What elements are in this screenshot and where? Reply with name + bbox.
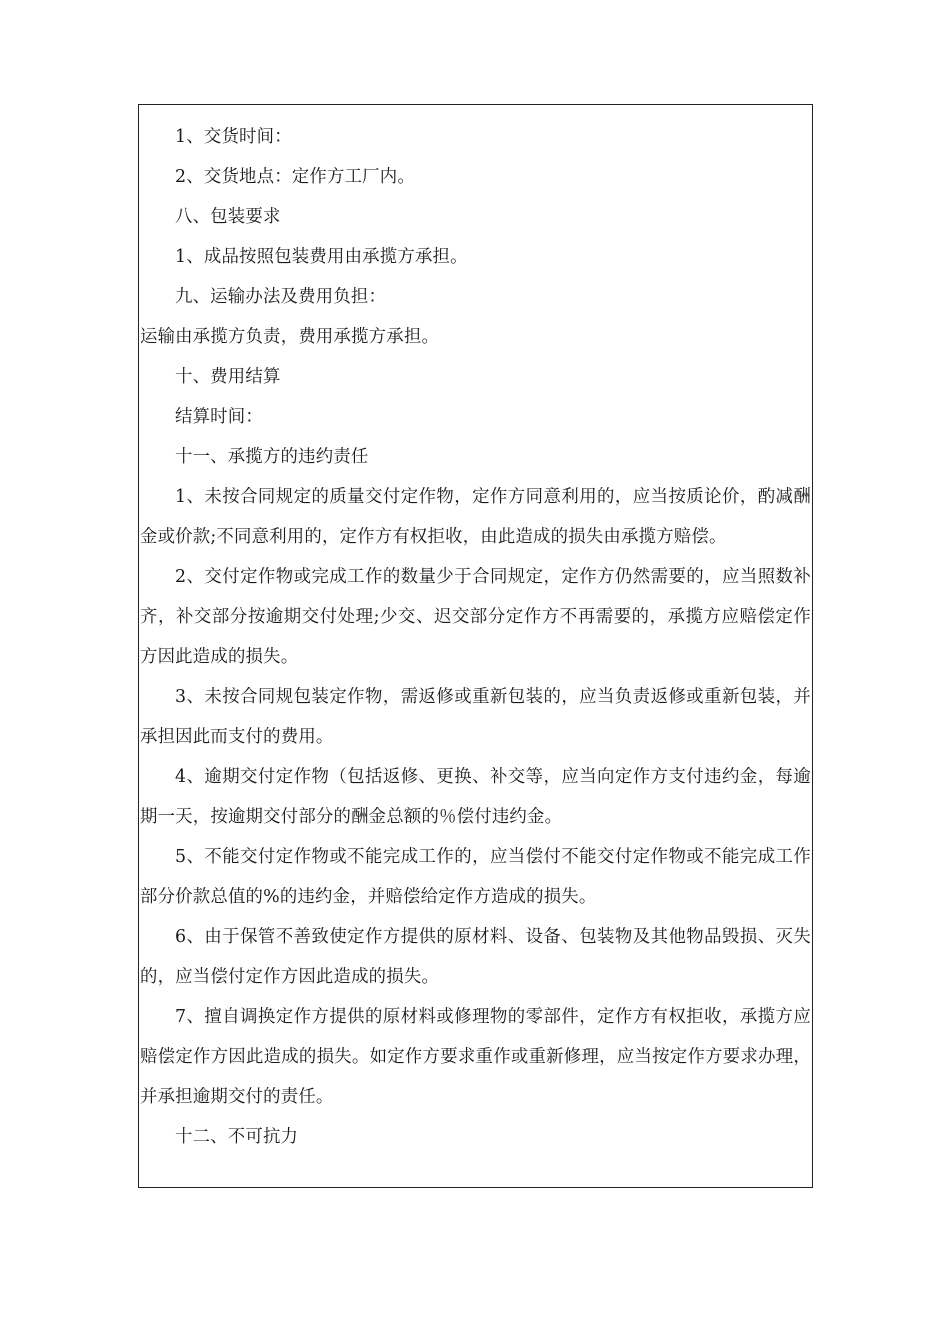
section-heading: 八、包装要求 [175,207,281,227]
section-heading: 十一、承揽方的违约责任 [175,447,369,467]
paragraph: 4、逾期交付定作物（包括返修、更换、补交等，应当向定作方支付违约金，每逾期一天，按逾期交付部分的酬金总额的％偿付违约金。 [140,767,811,827]
section-heading: 十二、不可抗力 [175,1127,299,1147]
section-heading: 十、费用结算 [175,367,281,387]
section-heading: 九、运输办法及费用负担： [175,287,387,307]
paragraph: 2、交付定作物或完成工作的数量少于合同规定，定作方仍然需要的，应当照数补齐，补交部分按逾期交付处理;少交、迟交部分定作方不再需要的，承揽方应赔偿定作方因此造成的损失。 [140,567,811,667]
paragraph: 2、交货地点：定作方工厂内。 [175,167,415,187]
paragraph: 1、成品按照包装费用由承揽方承担。 [175,247,468,267]
paragraph: 结算时间： [175,407,263,427]
paragraph: 7、擅自调换定作方提供的原材料或修理物的零部件，定作方有权拒收，承揽方应赔偿定作方因此造成的损失。如定作方要求重作或重新修理，应当按定作方要求办理，并承担逾期交付的责任。 [140,1007,811,1107]
document-content [139,117,812,1157]
paragraph: 5、不能交付定作物或不能完成工作的，应当偿付不能交付定作物或不能完成工作部分价款总值的%的违约金，并赔偿给定作方造成的损失。 [140,847,811,907]
paragraph: 3、未按合同规包装定作物，需返修或重新包装的，应当负责返修或重新包装，并承担因此而支付的费用。 [140,687,811,747]
paragraph: 6、由于保管不善致使定作方提供的原材料、设备、包装物及其他物品毁损、灭失的，应当偿付定作方因此造成的损失。 [140,927,811,987]
paragraph: 1、交货时间： [175,127,292,147]
document-frame [138,104,813,1188]
paragraph: 1、未按合同规定的质量交付定作物，定作方同意利用的，应当按质论价，酌减酬金或价款;不同意利用的，定作方有权拒收，由此造成的损失由承揽方赔偿。 [140,487,811,547]
paragraph: 运输由承揽方负责，费用承揽方承担。 [140,327,440,347]
